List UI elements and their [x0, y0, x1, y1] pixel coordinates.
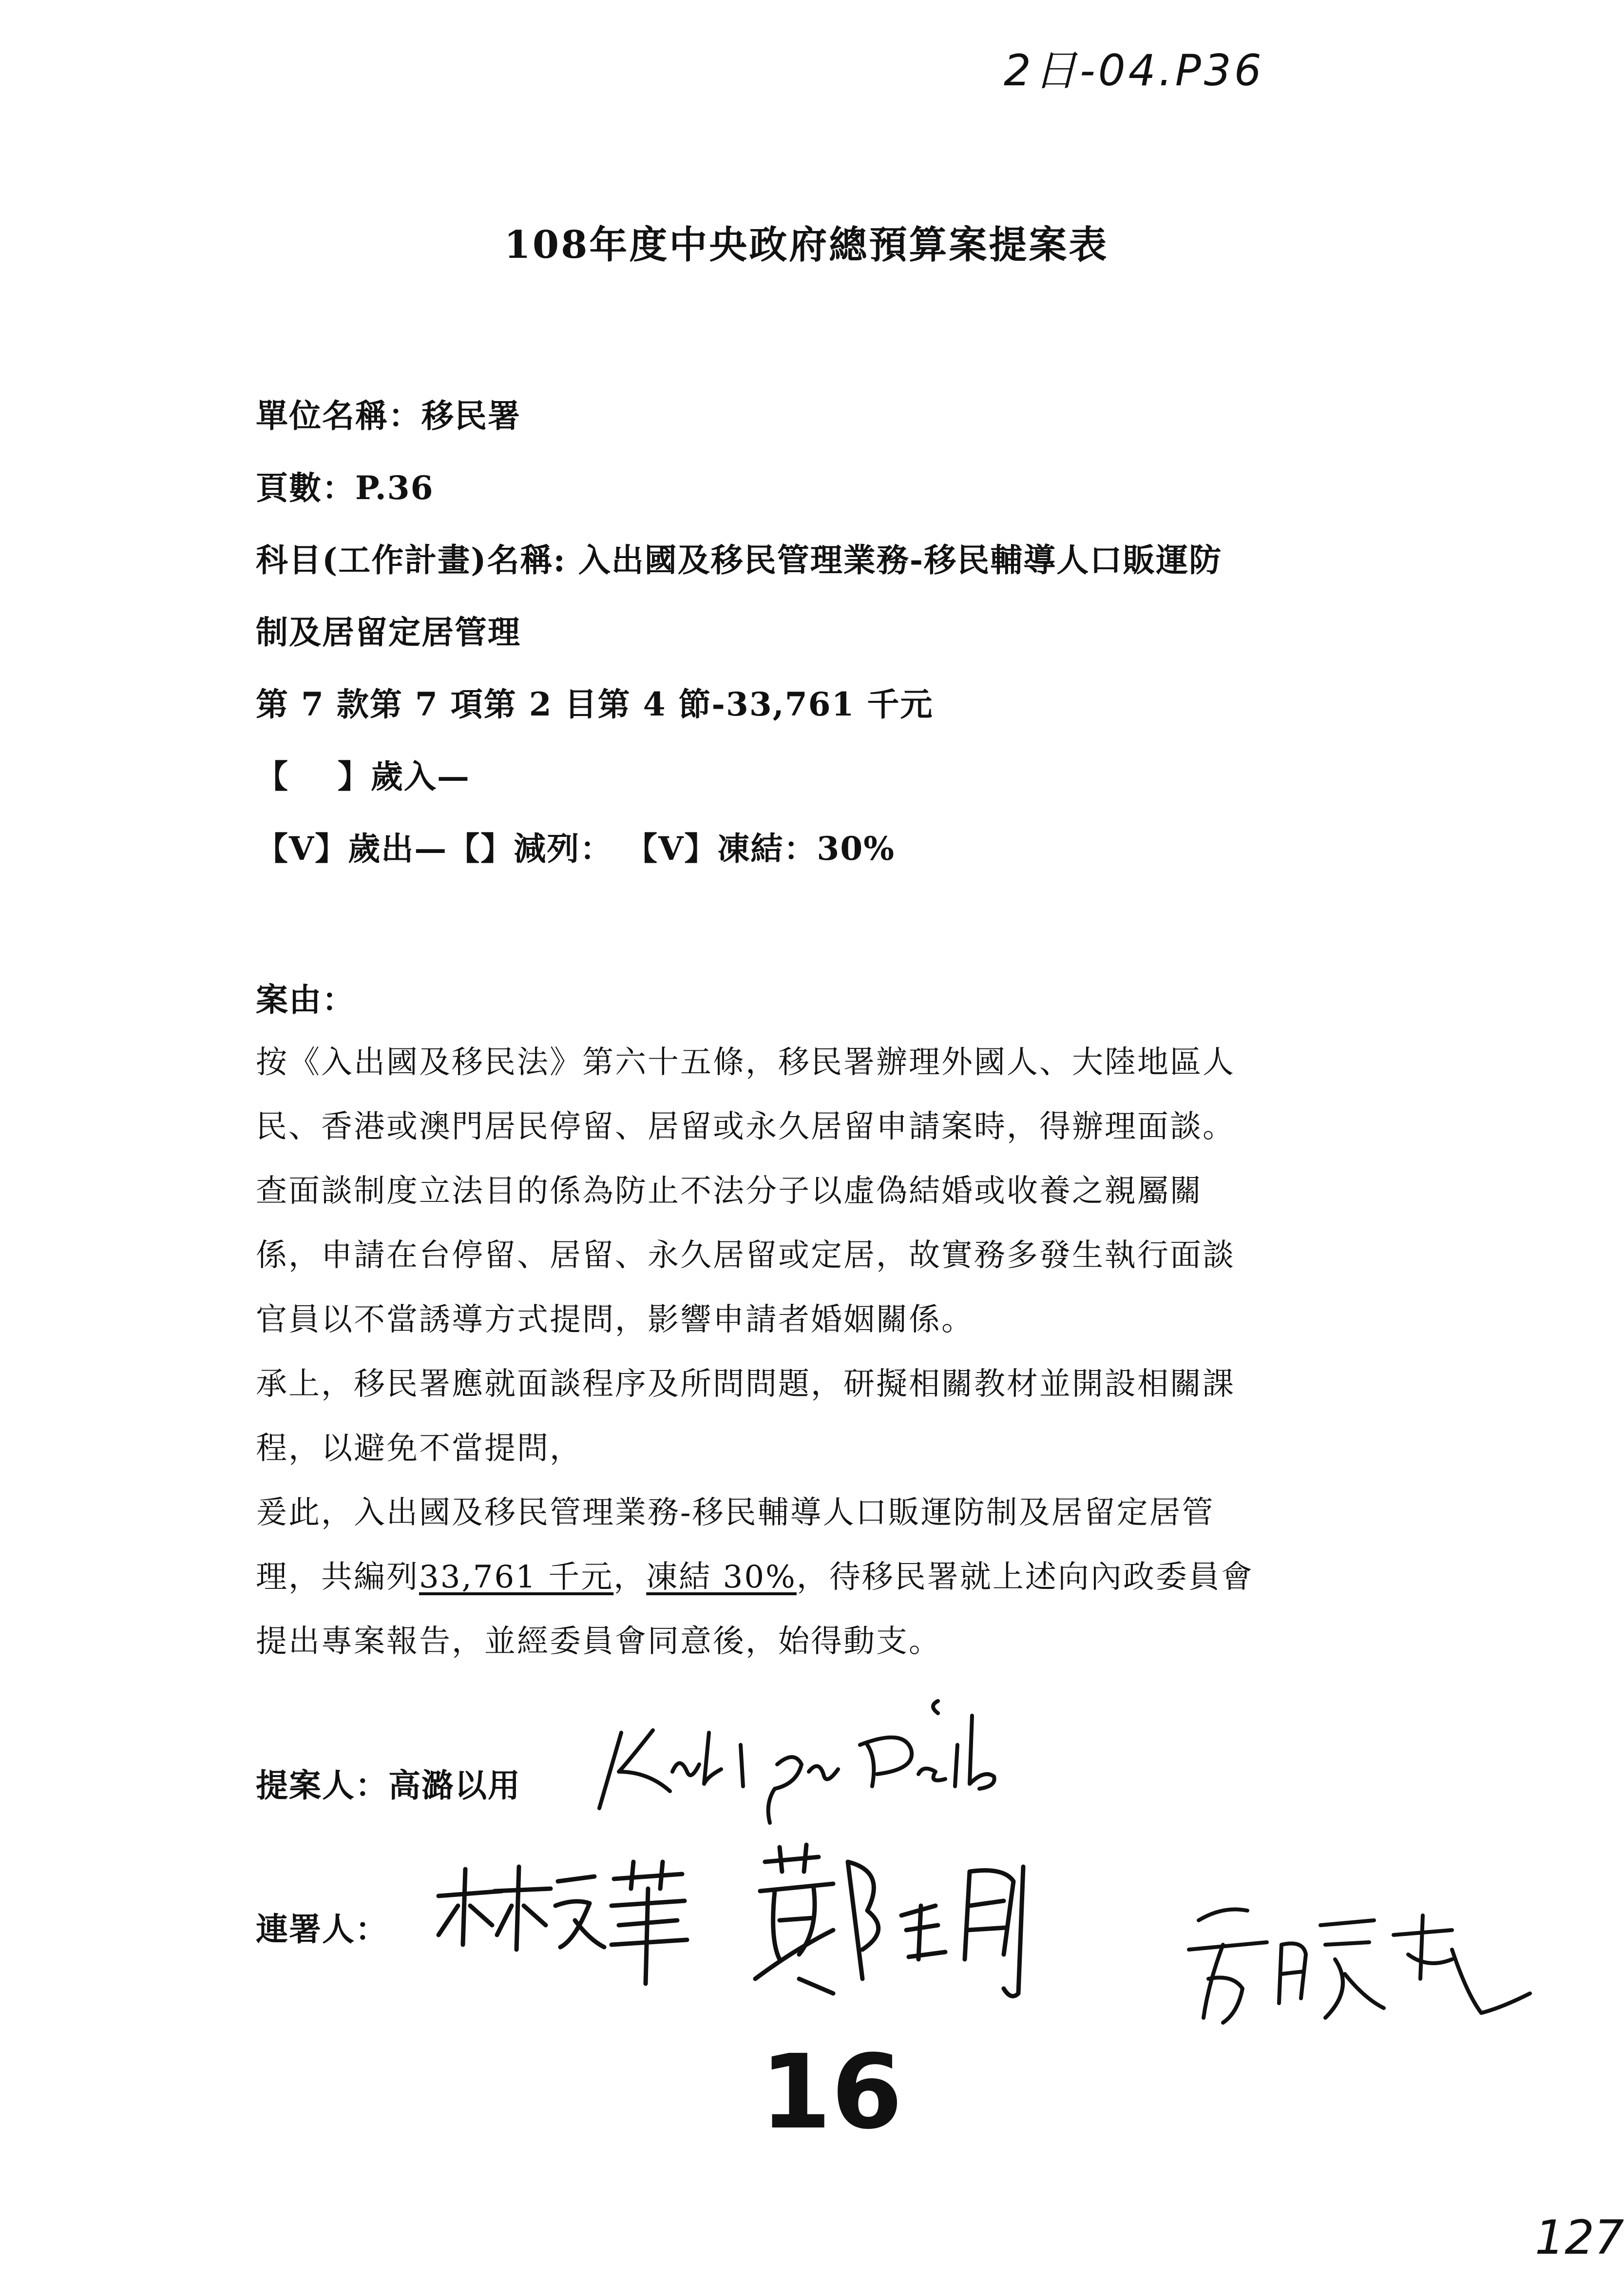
cosigner-label: 連署人：: [256, 1910, 388, 1948]
cosigner-signature-2: [741, 1833, 1043, 2008]
reason-line: 官員以不當誘導方式提問，影響申請者婚姻關係。: [256, 1302, 974, 1338]
unit-field: 單位名稱：移民署: [256, 397, 521, 435]
reason-line: 係，申請在台停留、居留、永久居留或定居，故實務多發生執行面談: [256, 1237, 1235, 1274]
page-field: 頁數：P.36: [256, 469, 434, 507]
freeze-percent: 凍結 30%: [646, 1559, 797, 1595]
reason-line: 提出專案報告，並經委員會同意後，始得動支。: [256, 1624, 941, 1660]
reason-line: 民、香港或澳門居民停留、居留或永久居留申請案時，得辦理面談。: [256, 1109, 1235, 1145]
proposer-signature: [580, 1686, 1140, 1833]
reason-text: ，: [613, 1559, 647, 1595]
revenue-checkbox-line: 【 】歲入—: [256, 757, 470, 795]
reason-text: ，待移民署就上述向內政委員會: [796, 1559, 1254, 1595]
cosigner-signature-3: [1179, 1891, 1540, 2042]
budget-section-field: 第 7 款第 7 項第 2 目第 4 節-33,761 千元: [256, 685, 934, 723]
handwritten-page-number: 16: [760, 2032, 903, 2152]
reason-line: 爰此，入出國及移民管理業務-移民輔導人口販運防制及居留定居管: [256, 1495, 1215, 1531]
reason-text: 理，共編列: [256, 1559, 419, 1595]
reason-line: 按《入出國及移民法》第六十五條，移民署辦理外國人、大陸地區人: [256, 1044, 1235, 1081]
reason-heading: 案由：: [256, 981, 355, 1019]
budget-amount: 33,761 千元: [419, 1559, 614, 1595]
reason-line: 承上，移民署應就面談程序及所問問題，研擬相關教材並開設相關課: [256, 1366, 1235, 1402]
handwritten-corner-mark: 127: [1535, 2210, 1624, 2265]
handwritten-reference: 2日-04.P36: [1004, 45, 1264, 96]
subject-field-line-1: 科目(工作計畫)名稱: 入出國及移民管理業務-移民輔導人口販運防: [256, 541, 1223, 579]
proposer-label: 提案人：高潞以用: [256, 1766, 521, 1804]
document-title: 108年度中央政府總預算案提案表: [504, 223, 1109, 267]
reason-line: 查面談制度立法目的係為防止不法分子以虛偽結婚或收養之親屬關: [256, 1173, 1203, 1209]
reason-line-amount: [256, 1552, 1254, 1597]
reason-line: 程，以避免不當提問，: [256, 1430, 582, 1467]
cosigner-signature-1: [429, 1842, 702, 1989]
subject-field-line-2: 制及居留定居管理: [256, 613, 521, 651]
expenditure-freeze-line: 【V】歲出—【】減列： 【V】凍結：30%: [256, 830, 895, 868]
